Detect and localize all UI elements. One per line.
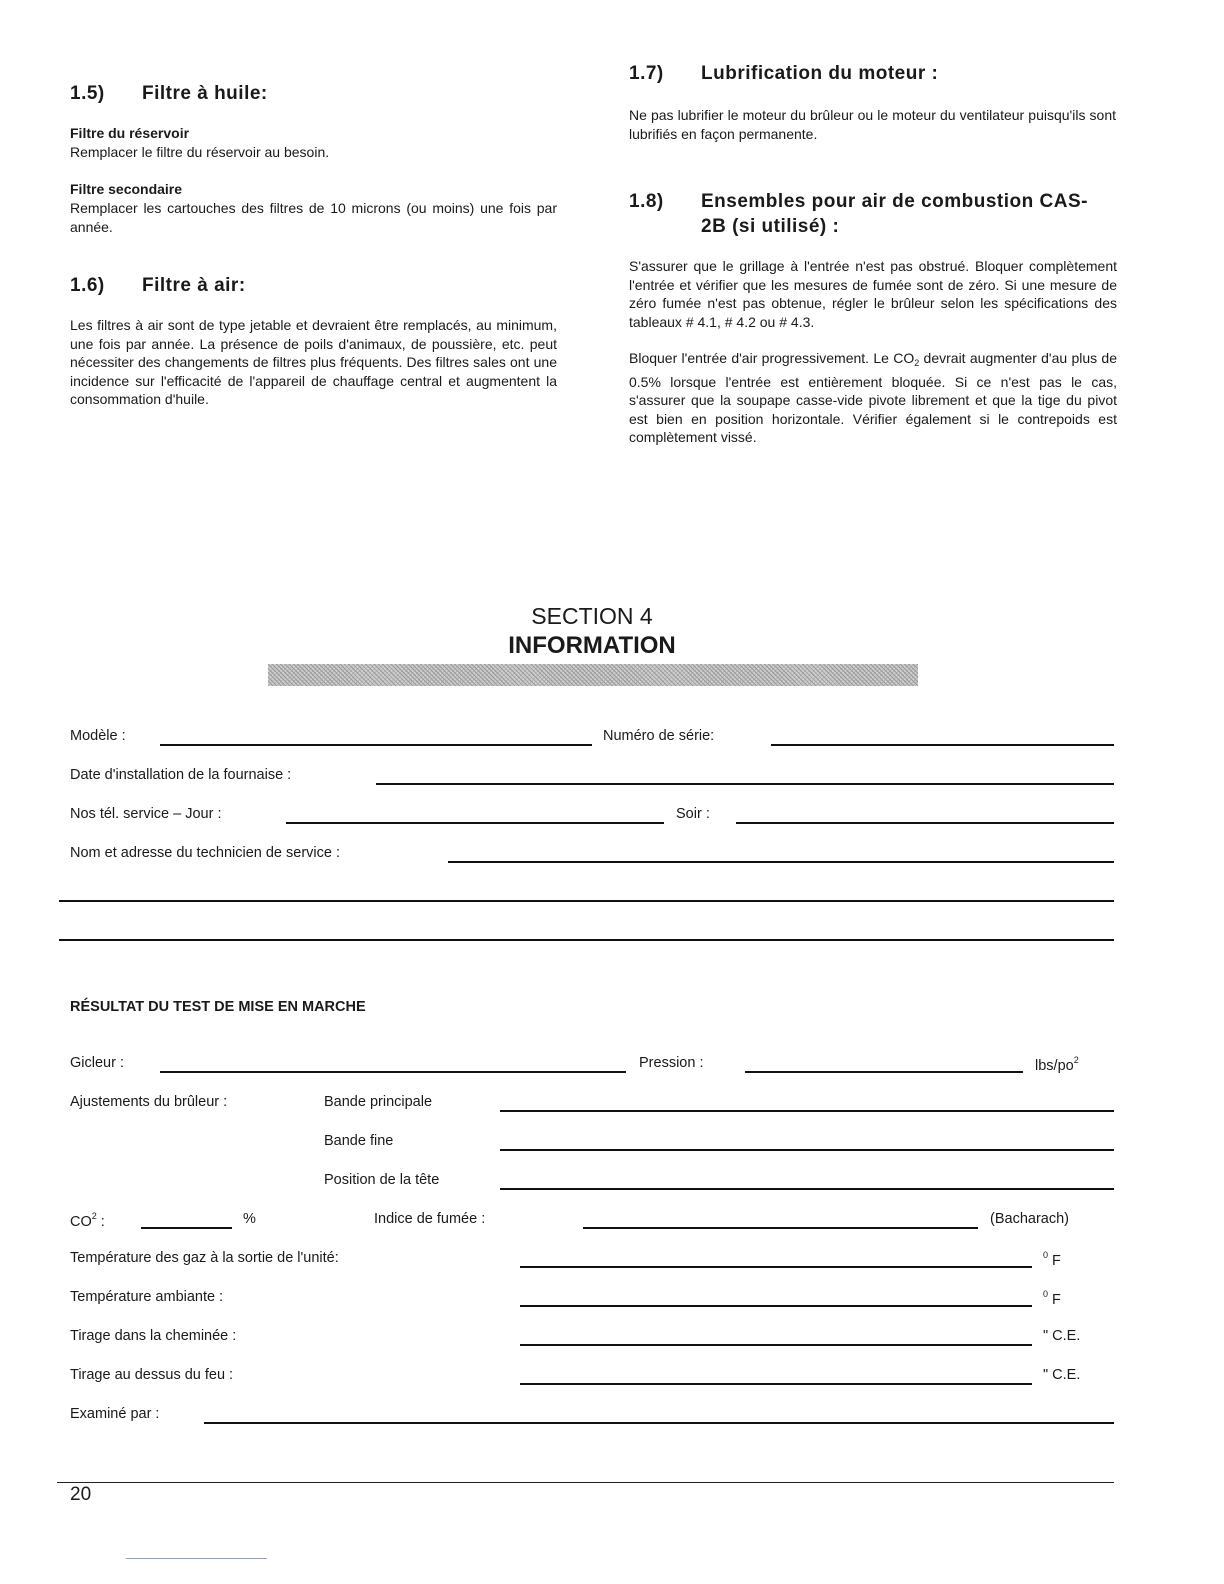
paragraph-filtre-reservoir: Remplacer le filtre du réservoir au besoin. (70, 144, 330, 160)
label-date-installation: Date d'installation de la fournaise : (70, 767, 292, 783)
label-tirage-cheminee: Tirage dans la cheminée : (70, 1328, 237, 1344)
co2-text: CO (70, 1214, 92, 1230)
field-tel-jour[interactable] (286, 822, 664, 824)
label-ajustements: Ajustements du brûleur : (70, 1094, 228, 1110)
section-title: Filtre à air: (142, 275, 246, 296)
co2-superscript: 2 (91, 1211, 97, 1221)
section-1-5-heading (70, 83, 268, 105)
unit-pression (1035, 1055, 1079, 1074)
degree-unit: F (1048, 1292, 1061, 1308)
test-heading: RÉSULTAT DU TEST DE MISE EN MARCHE (70, 999, 366, 1015)
field-position-tete[interactable] (500, 1188, 1114, 1190)
field-date-installation[interactable] (376, 783, 1114, 785)
paragraph-lubrification: Ne pas lubrifier le moteur du brûleur ou le moteur du ventilateur puisqu'ils sont lubrifiés en façon permanente. (629, 107, 1116, 142)
section-number: 1.5) (70, 83, 105, 104)
field-pression[interactable] (745, 1071, 1023, 1073)
unit-percent: % (243, 1211, 256, 1227)
label-numero-serie: Numéro de série: (603, 728, 715, 744)
label-modele: Modèle : (70, 728, 126, 744)
field-bande-fine[interactable] (500, 1149, 1114, 1151)
section-title: Filtre à huile: (142, 83, 268, 104)
label-indice-fumee: Indice de fumée : (374, 1211, 486, 1227)
section-number: 1.8) (629, 191, 664, 212)
label-temp-gaz: Température des gaz à la sortie de l'unité: (70, 1250, 339, 1266)
hatched-banner (268, 664, 918, 686)
section-1-8-heading (629, 189, 1119, 239)
subscript: 2 (914, 358, 920, 368)
section-title-line1: Ensembles pour air de combustion CAS- (701, 191, 1088, 212)
field-indice-fumee[interactable] (583, 1227, 978, 1229)
unit-bacharach: (Bacharach) (990, 1211, 1069, 1227)
degree-unit: F (1048, 1253, 1061, 1269)
section-number: 1.7) (629, 63, 664, 84)
subheading-filtre-reservoir: Filtre du réservoir (70, 125, 190, 141)
unit-degree-f (1043, 1250, 1061, 1269)
label-bande-principale: Bande principale (324, 1094, 433, 1110)
label-bande-fine: Bande fine (324, 1133, 394, 1149)
field-examine-par[interactable] (204, 1422, 1114, 1424)
field-nom-adresse-line3[interactable] (59, 939, 1114, 941)
field-numero-serie[interactable] (771, 744, 1114, 746)
field-temp-ambiante[interactable] (520, 1305, 1032, 1307)
section-title: Lubrification du moteur : (701, 63, 939, 84)
unit-superscript: 2 (1073, 1055, 1079, 1065)
section-title-line2: 2B (si utilisé) : (701, 216, 840, 237)
co2-colon: : (96, 1214, 105, 1230)
paragraph-cas-2 (629, 349, 1117, 447)
label-temp-ambiante: Température ambiante : (70, 1289, 224, 1305)
label-tel-jour: Nos tél. service – Jour : (70, 806, 222, 822)
field-tirage-feu[interactable] (520, 1383, 1032, 1385)
page-number: 20 (70, 1484, 92, 1505)
text-part: Bloquer l'entrée d'air progressivement. Le CO (629, 350, 915, 366)
unit-ce: " C.E. (1043, 1367, 1081, 1383)
label-position-tete: Position de la tête (324, 1172, 440, 1188)
unit-degree-f (1043, 1289, 1061, 1308)
subheading-filtre-secondaire: Filtre secondaire (70, 181, 183, 197)
label-pression: Pression : (639, 1055, 704, 1071)
section-title: INFORMATION (508, 632, 676, 659)
field-bande-principale[interactable] (500, 1110, 1114, 1112)
section-1-7-heading (629, 63, 938, 85)
degree-superscript: 0 (1043, 1250, 1049, 1260)
section-label: SECTION 4 (531, 603, 653, 629)
unit-ce: " C.E. (1043, 1328, 1081, 1344)
field-co2[interactable] (141, 1227, 232, 1229)
section-1-6-heading (70, 275, 246, 297)
label-co2 (70, 1211, 105, 1230)
field-soir[interactable] (736, 822, 1114, 824)
text-part: devrait augmenter d'au plus de 0.5% lorsque l'entrée est entièrement bloquée. Si ce n'est pas le cas, s'assurer que la soupape casse-vide pivote librement et que la tige du pivot est bien en position horizontale. Vérifier également si le contrepoids est complètement vissé. (629, 350, 1118, 445)
section-number: 1.6) (70, 275, 105, 296)
field-nom-adresse-line2[interactable] (59, 900, 1114, 902)
paragraph-cas-1: S'assurer que le grillage à l'entrée n'est pas obstrué. Bloquer complètement l'entrée et vérifier que les mesures de fumée sont de zéro. Si une mesure de zéro fumée n'est pas obtenue, régler le brûleur selon les spécifications des tableaux # 4.1, # 4.2 ou # 4.3. (629, 258, 1117, 330)
field-tirage-cheminee[interactable] (520, 1344, 1032, 1346)
footer-rule (57, 1482, 1114, 1483)
paragraph-filtre-secondaire: Remplacer les cartouches des filtres de 10 microns (ou moins) une fois par année. (70, 200, 557, 235)
bottom-rule (126, 1558, 267, 1559)
field-modele[interactable] (160, 744, 592, 746)
label-nom-adresse: Nom et adresse du technicien de service : (70, 845, 340, 861)
field-nom-adresse[interactable] (448, 861, 1114, 863)
paragraph-filtre-air: Les filtres à air sont de type jetable et devraient être remplacés, au minimum, une fois par année. La présence de poils d'animaux, de poussière, etc. peut nécessiter des changements de filtres plus fréquents. Des filtres sales ont une incidence sur l'efficacité de l'appareil de chauffage central et augmentent la consommation d'huile. (70, 317, 557, 407)
label-tirage-feu: Tirage au dessus du feu : (70, 1367, 234, 1383)
degree-superscript: 0 (1043, 1289, 1049, 1299)
label-gicleur: Gicleur : (70, 1055, 124, 1071)
label-examine-par: Examiné par : (70, 1406, 160, 1422)
label-soir: Soir : (676, 806, 710, 822)
field-temp-gaz[interactable] (520, 1266, 1032, 1268)
unit-text: lbs/po (1035, 1058, 1074, 1074)
field-gicleur[interactable] (160, 1071, 626, 1073)
